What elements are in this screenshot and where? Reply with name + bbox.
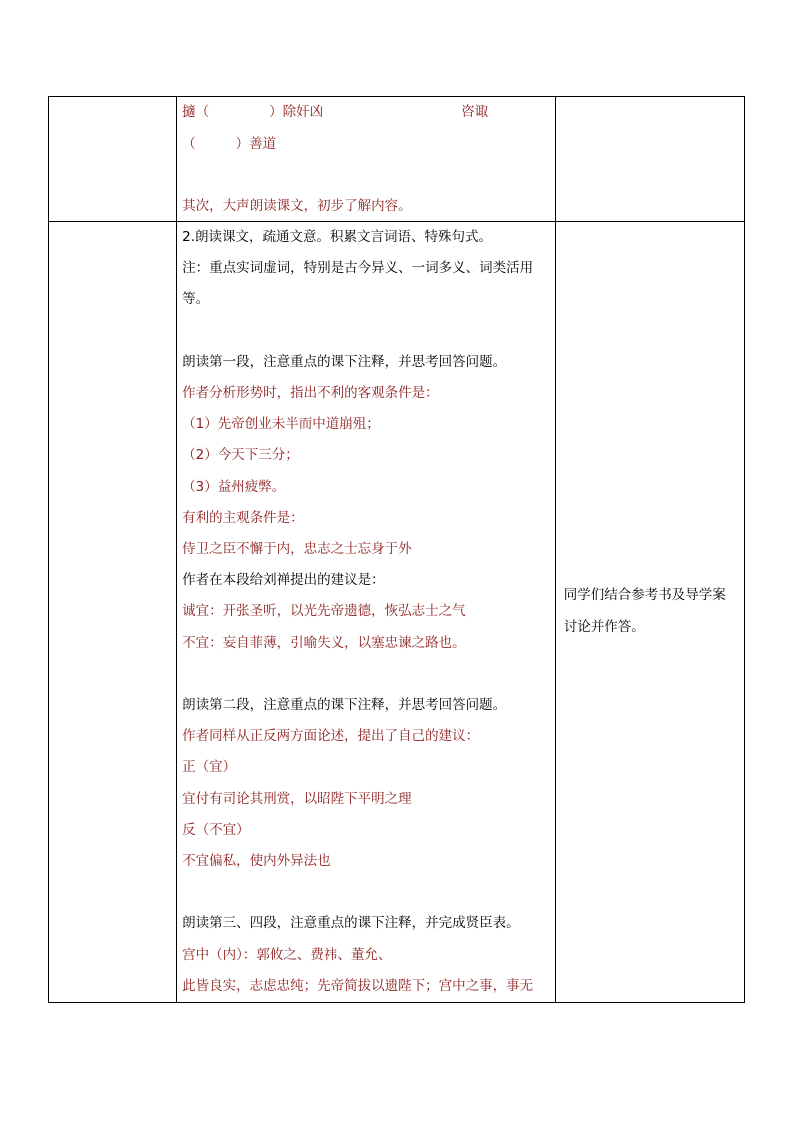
content-line: （3）益州疲弊。 bbox=[182, 478, 286, 495]
table-row bbox=[49, 97, 745, 222]
table-row bbox=[49, 222, 745, 1003]
left-cell bbox=[49, 222, 177, 1003]
content-lines bbox=[177, 222, 555, 1002]
vocab-text: 擿（ bbox=[182, 104, 210, 120]
content-line: 宫中（内）：郭攸之、费祎、董允、 bbox=[182, 946, 392, 963]
content-line: 朗读第三、四段，注意重点的课下注释，并完成贤臣表。 bbox=[182, 915, 520, 932]
content-line: 注：重点实词虚词，特别是古今异义、一词多义、词类活用 bbox=[182, 260, 534, 277]
vocab-line-2 bbox=[182, 135, 276, 153]
content-line: 等。 bbox=[182, 291, 210, 308]
content-line: 作者在本段给刘禅提出的建议是： bbox=[182, 572, 385, 589]
content-cell bbox=[177, 97, 556, 222]
content-line: 2.朗读课文，疏通文意。积累文言词语、特殊句式。 bbox=[182, 229, 493, 245]
content-line: 作者同样从正反两方面论述，提出了自己的建议： bbox=[182, 728, 480, 745]
content-line: 此皆良实，志虑忠纯；先帝简拔以遗陛下；宫中之事，事无 bbox=[182, 977, 534, 994]
vocab-text: ）除奸凶 bbox=[269, 104, 324, 120]
content-line: 诚宜：开张圣听，以光先帝遗德，恢弘志士之气 bbox=[182, 603, 466, 620]
content-line: （1）先帝创业未半而中道崩殂； bbox=[182, 416, 380, 433]
content-line: 侍卫之臣不懈于内，忠志之士忘身于外 bbox=[182, 541, 412, 557]
content-line: 反（不宜） bbox=[182, 821, 250, 838]
content-line: 朗读第二段，注意重点的课下注释，并思考回答问题。 bbox=[182, 697, 507, 713]
vocab-text: （ bbox=[182, 136, 196, 152]
content-line: 正（宜） bbox=[182, 759, 237, 776]
lesson-table bbox=[48, 96, 745, 1003]
content-line: 作者分析形势时，指出不利的客观条件是： bbox=[182, 385, 439, 401]
vocab-text: ）善道 bbox=[235, 136, 277, 152]
content-line: 朗读第一段，注意重点的课下注释，并思考回答问题。 bbox=[182, 353, 507, 370]
vocab-line-1 bbox=[182, 103, 488, 121]
instruction-line: 其次，大声朗读课文，初步了解内容。 bbox=[182, 198, 412, 214]
content-line: 不宜偏私，使内外异法也 bbox=[182, 853, 331, 869]
right-cell bbox=[555, 97, 744, 222]
left-cell bbox=[49, 97, 177, 222]
content-line: 不宜：妄自菲薄，引喻失义，以塞忠谏之路也。 bbox=[182, 634, 466, 651]
content-line: 有利的主观条件是： bbox=[182, 509, 304, 526]
activity-text-1: 同学们结合参考书及导学案 bbox=[563, 587, 726, 603]
content-line: 宜付有司论其刑赏，以昭陛下平明之理 bbox=[182, 790, 412, 807]
activity-text-2: 讨论并作答。 bbox=[563, 619, 645, 635]
content-cell bbox=[177, 222, 556, 1003]
vocab-text: 咨诹 bbox=[461, 104, 489, 120]
right-cell bbox=[555, 222, 744, 1003]
content-line: （2）今天下三分； bbox=[182, 447, 299, 464]
